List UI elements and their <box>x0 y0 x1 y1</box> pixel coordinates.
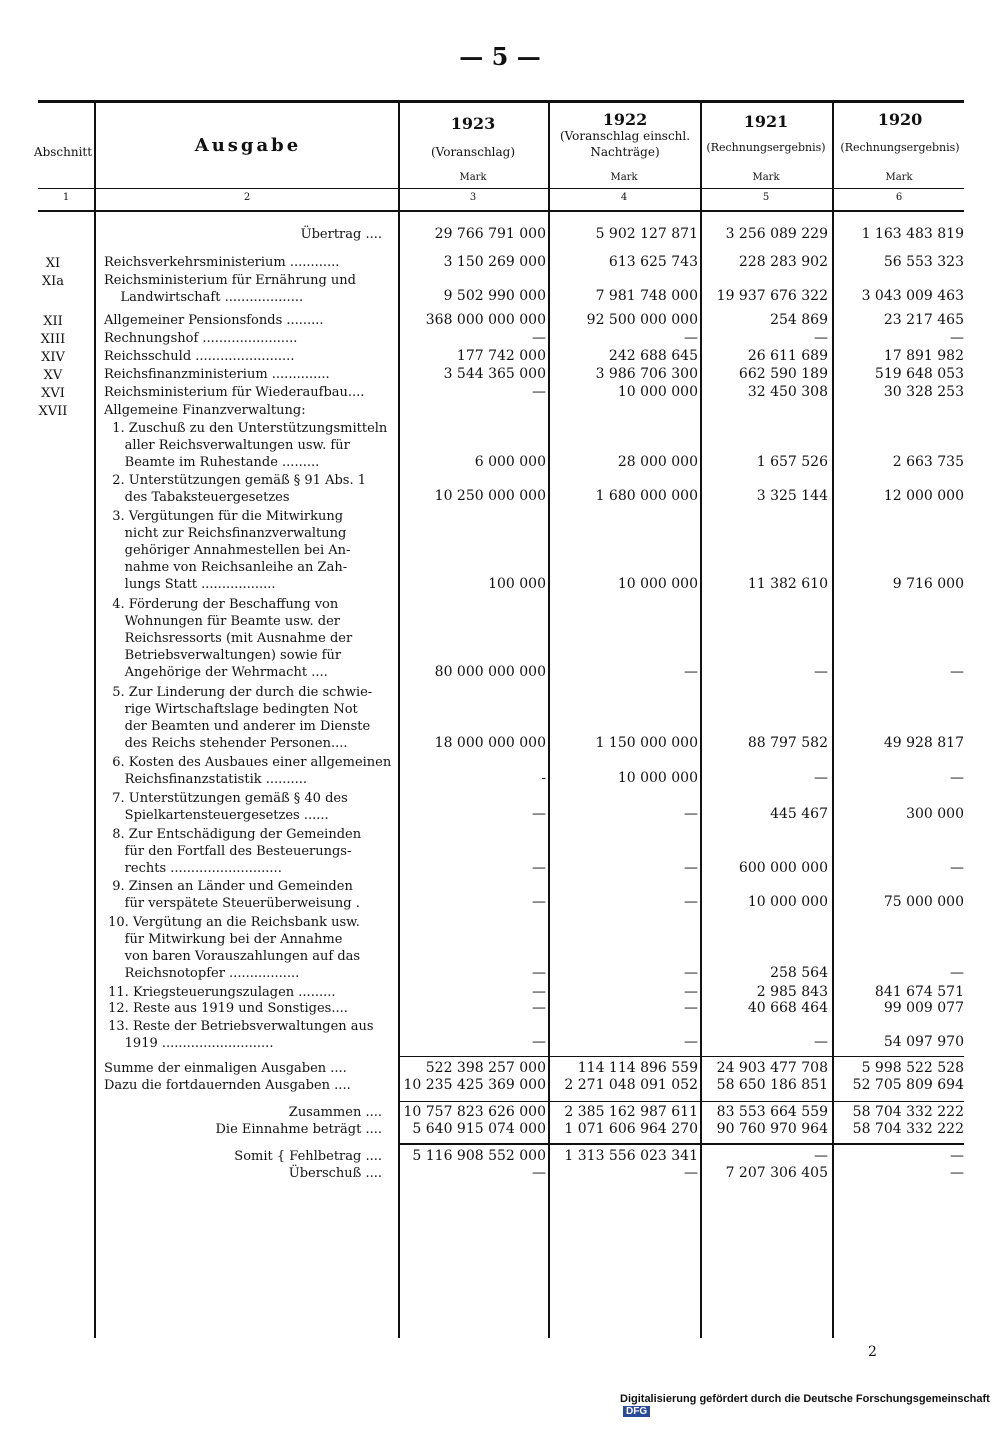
row-value-col4: — <box>684 894 698 910</box>
row-value-col5: 19 937 676 322 <box>716 288 828 304</box>
row-label: Die Einnahme beträgt .... <box>215 1122 382 1137</box>
row-label: 12. Reste aus 1919 und Sonstiges.... <box>104 1001 348 1016</box>
sum-rule-1 <box>400 1056 964 1057</box>
footer-text: Digitalisierung gefördert durch die Deutsche Forschungsgemeinschaft <box>620 1393 990 1405</box>
row-value-col6: 2 663 735 <box>892 454 964 470</box>
row-value-col6: 54 097 970 <box>883 1034 964 1050</box>
row-value-col5: 83 553 664 559 <box>716 1104 828 1120</box>
row-value-col3: — <box>532 984 546 1000</box>
row-value-col6: 23 217 465 <box>883 312 964 328</box>
row-value-col6: 30 328 253 <box>883 384 964 400</box>
row-value-col4: 10 000 000 <box>617 770 698 786</box>
row-value-col3: 80 000 000 000 <box>434 664 546 680</box>
page-footer-number: 2 <box>868 1344 877 1360</box>
row-value-col4: — <box>684 664 698 680</box>
row-label: 6. Kosten des Ausbaues einer allgemeinen Reichsfinanzstatistik .......... <box>112 755 392 787</box>
row-value-col4: 7 981 748 000 <box>595 288 698 304</box>
row-value-col4: 2 385 162 987 611 <box>564 1104 698 1120</box>
row-value-col6: 300 000 <box>906 806 964 822</box>
colnum-3: 3 <box>469 192 477 203</box>
row-value-col3: — <box>532 965 546 981</box>
row-value-col3: 100 000 <box>488 576 546 592</box>
colnum-bottom-rule <box>38 210 964 212</box>
row-label: 3. Vergütungen für die Mitwirkung nicht zur Reichsfinanzverwaltung gehöriger Annahmestellen bei An- nahme von Reichsanleihe an Zah- lungs Statt .................. <box>112 509 351 592</box>
row-value-col4: 1 680 000 000 <box>595 488 698 504</box>
section-number: XII <box>43 314 63 329</box>
row-value-col3: 5 116 908 552 000 <box>412 1148 546 1164</box>
row-value-col3: — <box>532 1034 546 1050</box>
row-value-col6: 841 674 571 <box>874 984 964 1000</box>
row-value-col4: 10 000 000 <box>617 576 698 592</box>
sum-rule-3 <box>400 1143 964 1145</box>
row-value-col5: 32 450 308 <box>747 384 828 400</box>
table-top-rule <box>38 100 964 103</box>
row-value-col4: 613 625 743 <box>608 254 698 270</box>
row-value-col6: — <box>950 770 964 786</box>
row-label: Reichsministerium für Wiederaufbau.... <box>104 385 365 400</box>
row-value-col3: 3 150 269 000 <box>443 254 546 270</box>
row-value-col3: 177 742 000 <box>456 348 546 364</box>
row-value-col5: 11 382 610 <box>747 576 828 592</box>
row-value-col5: 662 590 189 <box>738 366 828 382</box>
row-label: Somit { Fehlbetrag .... <box>234 1149 382 1164</box>
row-value-col4: 1 071 606 964 270 <box>564 1121 698 1137</box>
row-label: Allgemeiner Pensionsfonds ......... <box>104 313 324 328</box>
row-value-col3: — <box>532 384 546 400</box>
row-value-col6: 12 000 000 <box>883 488 964 504</box>
row-value-col3: 3 544 365 000 <box>443 366 546 382</box>
row-value-col6: 75 000 000 <box>883 894 964 910</box>
row-value-col6: 52 705 809 694 <box>852 1077 964 1093</box>
row-value-col5: — <box>814 1148 828 1164</box>
row-label: 8. Zur Entschädigung der Gemeinden für den Fortfall des Besteuerungs- rechts ........................... <box>112 827 362 876</box>
row-value-col4: — <box>684 860 698 876</box>
row-label: 10. Vergütung an die Reichsbank usw. für Mitwirkung bei der Annahme von baren Vorauszahlungen auf das Reichsnotopfer ................. <box>108 915 361 981</box>
unit-col6: Mark <box>885 172 913 183</box>
row-value-col6: 5 998 522 528 <box>861 1060 964 1076</box>
colnum-2: 2 <box>243 192 251 203</box>
row-value-col4: — <box>684 1165 698 1181</box>
row-value-col6: — <box>950 664 964 680</box>
row-value-col4: 1 150 000 000 <box>595 735 698 751</box>
header-1921 <box>702 114 830 156</box>
row-value-col6: 49 928 817 <box>883 735 964 751</box>
section-number: XI <box>45 256 61 271</box>
row-value-col5: 3 256 089 229 <box>725 226 828 242</box>
row-value-col4: 242 688 645 <box>608 348 698 364</box>
section-number: XVI <box>41 386 65 401</box>
row-value-col6: 519 648 053 <box>874 366 964 382</box>
row-value-col3: 9 502 990 000 <box>443 288 546 304</box>
section-number: XIII <box>40 332 66 347</box>
row-value-col4: 5 902 127 871 <box>595 226 698 242</box>
row-value-col5: 90 760 970 964 <box>716 1121 828 1137</box>
row-value-col3: 10 235 425 369 000 <box>403 1077 546 1093</box>
header-1922-year: 1922 <box>602 110 648 129</box>
header-bottom-rule <box>38 188 964 189</box>
row-value-col3: 522 398 257 000 <box>425 1060 546 1076</box>
row-value-col5: 1 657 526 <box>756 454 828 470</box>
row-label: Zusammen .... <box>288 1105 382 1120</box>
row-label: Reichsministerium für Ernährung und Landwirtschaft ................... <box>104 273 356 305</box>
page-number: — 5 — <box>459 42 541 71</box>
header-1920 <box>836 112 964 156</box>
row-value-col6: — <box>950 860 964 876</box>
row-value-col4: 1 313 556 023 341 <box>564 1148 698 1164</box>
row-value-col5: 600 000 000 <box>738 860 828 876</box>
row-value-col4: — <box>684 965 698 981</box>
row-label: Dazu die fortdauernden Ausgaben .... <box>104 1078 351 1093</box>
row-value-col6: — <box>950 1165 964 1181</box>
row-value-col6: — <box>950 330 964 346</box>
row-value-col3: — <box>532 860 546 876</box>
row-value-col5: 24 903 477 708 <box>716 1060 828 1076</box>
row-value-col5: — <box>814 770 828 786</box>
row-label: 1. Zuschuß zu den Unterstützungsmitteln aller Reichsverwaltungen usw. für Beamte im Ruhestande ......... <box>112 421 388 470</box>
unit-col4: Mark <box>610 172 638 183</box>
header-1920-year: 1920 <box>877 110 923 129</box>
row-value-col3: 29 766 791 000 <box>434 226 546 242</box>
row-value-col5: 3 325 144 <box>756 488 828 504</box>
row-label: 4. Förderung der Beschaffung von Wohnungen für Beamte usw. der Reichsressorts (mit Ausnahme der Betriebsverwaltungen) sowie für Angehörige der Wehrmacht .... <box>112 597 353 680</box>
row-label: Überschuß .... <box>288 1166 382 1181</box>
row-value-col4: 3 986 706 300 <box>595 366 698 382</box>
row-value-col4: 10 000 000 <box>617 384 698 400</box>
header-1921-year: 1921 <box>743 112 789 131</box>
row-value-col3: — <box>532 1000 546 1016</box>
row-value-col5: 58 650 186 851 <box>716 1077 828 1093</box>
unit-col5: Mark <box>752 172 780 183</box>
header-1922-sub: (Voranschlag einschl. Nachträge) <box>559 129 691 159</box>
row-value-col3: - <box>541 770 546 786</box>
section-number: XIV <box>41 350 65 365</box>
row-value-col3: 10 757 823 626 000 <box>403 1104 546 1120</box>
row-value-col6: 9 716 000 <box>892 576 964 592</box>
row-value-col3: 10 250 000 000 <box>434 488 546 504</box>
row-value-col6: 1 163 483 819 <box>861 226 964 242</box>
row-value-col3: — <box>532 894 546 910</box>
row-value-col6: 58 704 332 222 <box>852 1121 964 1137</box>
row-label: 7. Unterstützungen gemäß § 40 des Spielkartensteuergesetzes ...... <box>112 791 348 823</box>
row-value-col4: — <box>684 1000 698 1016</box>
row-value-col3: 5 640 915 074 000 <box>412 1121 546 1137</box>
section-number: XV <box>43 368 63 383</box>
row-value-col6: 58 704 332 222 <box>852 1104 964 1120</box>
row-label: Summe der einmaligen Ausgaben .... <box>104 1061 347 1076</box>
row-value-col3: 6 000 000 <box>474 454 546 470</box>
row-value-col5: 254 869 <box>770 312 828 328</box>
row-label: 11. Kriegsteuerungszulagen ......... <box>104 985 336 1000</box>
section-number: XVII <box>38 404 68 419</box>
row-value-col6: 3 043 009 463 <box>861 288 964 304</box>
unit-col3: Mark <box>459 172 487 183</box>
row-label: Allgemeine Finanzverwaltung: <box>104 403 306 418</box>
row-value-col5: 258 564 <box>770 965 828 981</box>
row-value-col5: 2 985 843 <box>756 984 828 1000</box>
row-value-col3: 368 000 000 000 <box>425 312 546 328</box>
row-label: Übertrag .... <box>300 227 382 242</box>
row-label: 13. Reste der Betriebsverwaltungen aus 1919 ........................... <box>108 1019 374 1051</box>
header-1920-sub: (Rechnungsergebnis) <box>840 141 960 154</box>
header-ausgabe: Ausgabe <box>194 135 302 156</box>
row-value-col5: 228 283 902 <box>738 254 828 270</box>
digitization-footer <box>620 1393 1000 1417</box>
colnum-6: 6 <box>895 192 903 203</box>
row-value-col6: 99 009 077 <box>883 1000 964 1016</box>
row-value-col3: 18 000 000 000 <box>434 735 546 751</box>
row-value-col4: — <box>684 984 698 1000</box>
colnum-5: 5 <box>762 192 770 203</box>
row-value-col6: — <box>950 1148 964 1164</box>
row-value-col5: 26 611 689 <box>747 348 828 364</box>
colnum-4: 4 <box>620 192 628 203</box>
dfg-logo: DFG <box>623 1406 650 1417</box>
row-label: Reichsverkehrsministerium ............ <box>104 255 340 270</box>
row-value-col4: — <box>684 330 698 346</box>
header-1921-sub: (Rechnungsergebnis) <box>706 141 826 154</box>
sum-rule-2 <box>400 1101 964 1102</box>
row-value-col6: 17 891 982 <box>883 348 964 364</box>
row-value-col6: — <box>950 965 964 981</box>
row-value-col5: 7 207 306 405 <box>725 1165 828 1181</box>
row-value-col5: 88 797 582 <box>747 735 828 751</box>
header-1923-year: 1923 <box>450 114 496 133</box>
row-value-col6: 56 553 323 <box>883 254 964 270</box>
row-value-col5: 10 000 000 <box>747 894 828 910</box>
header-1922 <box>552 112 698 160</box>
row-value-col3: — <box>532 806 546 822</box>
row-value-col4: 92 500 000 000 <box>586 312 698 328</box>
row-label: Reichsfinanzministerium .............. <box>104 367 330 382</box>
col-divider-1 <box>94 102 96 1338</box>
row-value-col5: 445 467 <box>770 806 828 822</box>
row-label: 9. Zinsen an Länder und Gemeinden für verspätete Steuerüberweisung . <box>112 879 360 911</box>
row-value-col3: — <box>532 1165 546 1181</box>
row-label: 5. Zur Linderung der durch die schwie- rige Wirtschaftslage bedingten Not der Beamten und anderer im Dienste des Reichs stehender Personen.... <box>112 685 373 751</box>
row-label: 2. Unterstützungen gemäß § 91 Abs. 1 des Tabaksteuergesetzes <box>112 473 366 505</box>
header-abschnitt: Abschnitt <box>33 145 93 159</box>
section-number: XIa <box>41 274 65 289</box>
colnum-1: 1 <box>62 192 70 203</box>
row-value-col5: — <box>814 1034 828 1050</box>
row-value-col5: 40 668 464 <box>747 1000 828 1016</box>
row-value-col4: 2 271 048 091 052 <box>564 1077 698 1093</box>
row-label: Rechnungshof ....................... <box>104 331 298 346</box>
row-value-col3: — <box>532 330 546 346</box>
row-value-col4: 28 000 000 <box>617 454 698 470</box>
header-1923-sub: (Voranschlag) <box>430 145 516 159</box>
row-label: Reichsschuld ........................ <box>104 349 295 364</box>
header-1923 <box>400 116 546 160</box>
row-value-col4: — <box>684 1034 698 1050</box>
row-value-col5: — <box>814 330 828 346</box>
row-value-col5: — <box>814 664 828 680</box>
row-value-col4: 114 114 896 559 <box>577 1060 698 1076</box>
row-value-col4: — <box>684 806 698 822</box>
